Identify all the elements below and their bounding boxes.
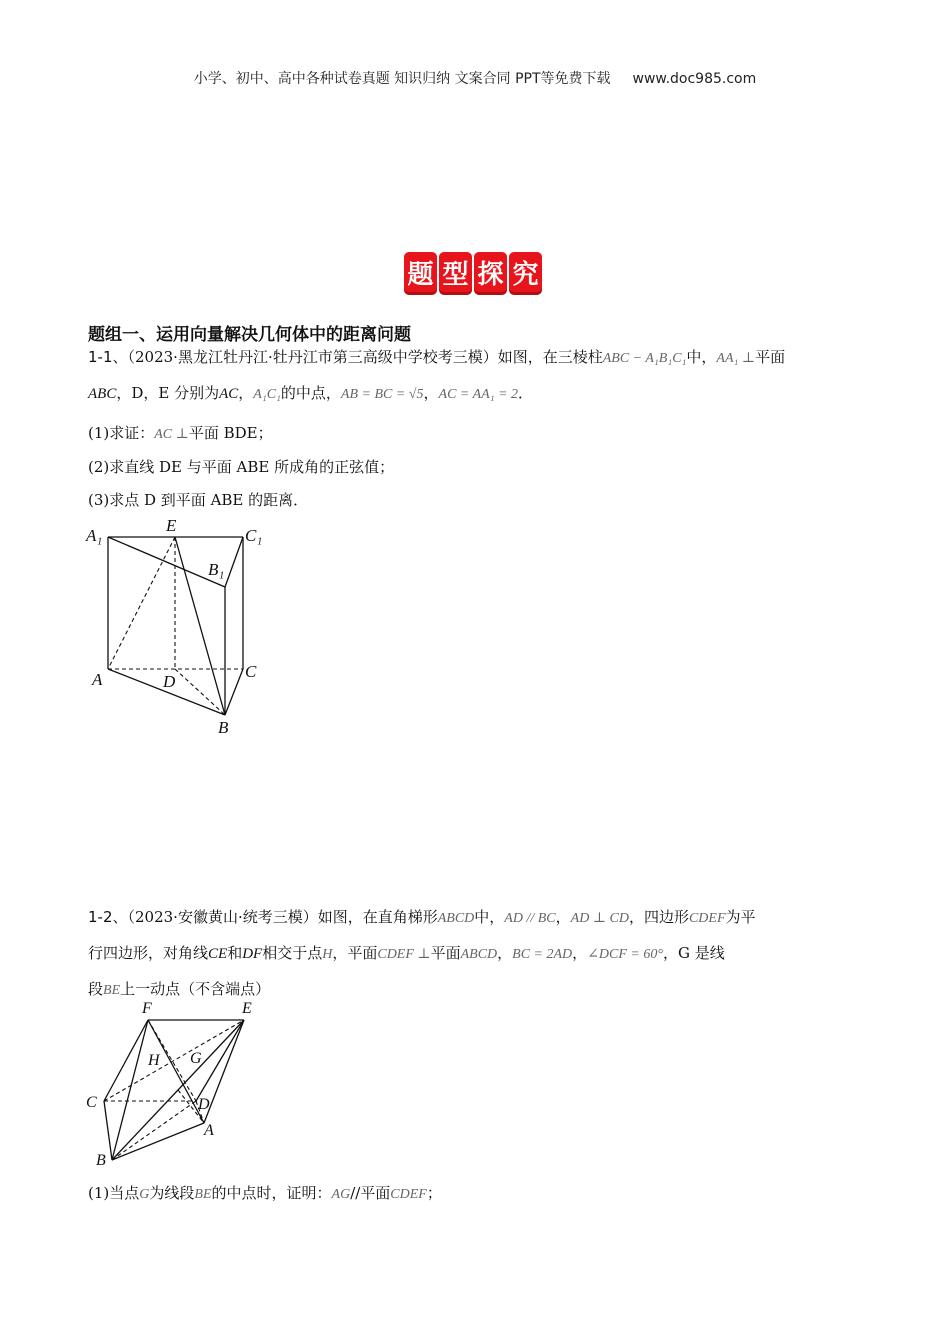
problem-1-2-intro: 1-2、（2023·安徽黄山·统考三模）如图，在直角梯形ABCD中，AD // BC，AD ⊥ CD，四边形CDEF为平 行四边形，对角线CE和DF相交于点H，平面CDEF ⊥平面ABCD，BC = 2AD，∠DCF = 60°，G 是线 段BE上一动点（不含端点）	[88, 908, 756, 998]
label-f: F	[142, 1000, 152, 1017]
df: DF	[242, 946, 263, 962]
label-b: B	[96, 1152, 106, 1169]
header-text: 小学、初中、高中各种试卷真题 知识归纳 文案合同 PPT等免费下载	[193, 71, 611, 87]
text-fragment: 上一动点（不含端点）	[120, 980, 271, 998]
text-fragment: ，	[423, 384, 439, 402]
text-fragment: 的中点时，证明：	[211, 1184, 332, 1202]
ac-perp: AC ⊥	[154, 427, 189, 442]
abcd: ABCD	[437, 911, 475, 926]
aa1-perp: AA₁ ⊥	[716, 351, 756, 366]
banner-char-2: 型	[439, 252, 472, 292]
bc-equals-2ad: BC = 2AD	[512, 947, 573, 962]
problem-number: 1-1、	[88, 348, 128, 366]
header-site: www.doc985.com	[632, 71, 757, 87]
text-fragment: 平面	[430, 944, 461, 962]
ad-perp-cd: AD ⊥ CD	[570, 911, 629, 926]
text-fragment: 平面	[755, 348, 786, 366]
label-e: E	[166, 516, 177, 535]
label-e: E	[242, 1000, 252, 1017]
text-fragment: ，G 是线	[662, 944, 725, 962]
label-g: G	[190, 1050, 202, 1067]
g: G	[139, 1187, 150, 1202]
banner-char-3: 探	[474, 252, 507, 292]
question-1-2-1	[88, 1182, 442, 1203]
problem-source: （2023·黑龙江牡丹江·牡丹江市第三高级中学校考三模）如图，在三棱柱	[127, 348, 603, 366]
label-a: A	[92, 670, 103, 689]
banner-char-1: 题	[404, 252, 437, 292]
a1c1: A₁C₁	[253, 387, 281, 402]
label-d: D	[163, 672, 176, 691]
text-fragment: 行四边形，对角线	[88, 944, 209, 962]
trapezoid-figure	[80, 995, 280, 1170]
angle-dcf: ∠DCF = 60°	[587, 947, 663, 962]
cdef: CDEF	[390, 1187, 427, 1202]
ce: CE	[208, 946, 228, 962]
text-fragment: ，平面	[332, 944, 378, 962]
label-c: C	[86, 1094, 97, 1111]
label-a1: A₁	[86, 526, 103, 545]
label-b1: B₁	[208, 560, 225, 579]
prism-figure	[80, 515, 280, 740]
label-a: A	[204, 1122, 214, 1139]
label-d: D	[198, 1096, 210, 1113]
be: BE	[103, 983, 121, 998]
text-fragment: //平面	[350, 1184, 391, 1202]
ac: AC	[219, 386, 239, 402]
ab-bc-equation: AB = BC = √5	[340, 387, 424, 402]
section-banner	[404, 252, 542, 294]
label-c: C	[245, 662, 257, 681]
prism-notation: ABC − A₁B₁C₁	[602, 351, 687, 366]
label-c1: C₁	[245, 526, 263, 545]
text-fragment: ，D，E 分别为	[116, 384, 220, 402]
problem-source: （2023·安徽黄山·统考三模）如图，在直角梯形	[127, 908, 438, 926]
section-title: 题组一、运用向量解决几何体中的距离问题	[88, 325, 411, 345]
label-b: B	[218, 718, 229, 737]
text-fragment: 为线段	[149, 1184, 195, 1202]
text-fragment: ；	[426, 1184, 442, 1202]
banner-char-4: 究	[509, 252, 542, 292]
text-fragment: 平面 BDE；	[188, 424, 273, 442]
problem-number: 1-2、	[88, 908, 128, 926]
abcd: ABCD	[460, 947, 498, 962]
label-h: H	[148, 1052, 160, 1069]
text-fragment: 相交于点	[262, 944, 323, 962]
abc: ABC	[88, 386, 117, 402]
text-fragment: (1)求证：	[88, 424, 155, 442]
text-fragment: 中，	[686, 348, 717, 366]
question-1-1-3: (3)求点 D 到平面 ABE 的距离．	[88, 491, 309, 509]
text-fragment: (1)当点	[88, 1184, 140, 1202]
text-fragment: 和	[227, 944, 243, 962]
ac-aa1-equation: AC = AA₁ = 2	[438, 387, 519, 402]
text-fragment: ，四边形	[628, 908, 689, 926]
ag: AG	[331, 1187, 351, 1202]
text-fragment: 为平	[725, 908, 756, 926]
be: BE	[194, 1187, 212, 1202]
question-1-1-2: (2)求直线 DE 与平面 ABE 所成角的正弦值；	[88, 458, 395, 476]
text-fragment: 段	[88, 980, 104, 998]
ad-parallel-bc: AD // BC	[504, 911, 556, 926]
text-fragment: 中，	[474, 908, 505, 926]
h: H	[322, 947, 333, 962]
question-1-1-1	[88, 422, 273, 443]
cdef-perp: CDEF ⊥	[377, 947, 431, 962]
page-header	[0, 68, 950, 88]
problem-1-1-intro	[88, 340, 868, 412]
text-fragment: 的中点，	[280, 384, 341, 402]
text-fragment: ．	[518, 384, 534, 402]
text-fragment: ，	[238, 384, 254, 402]
cdef: CDEF	[688, 911, 726, 926]
